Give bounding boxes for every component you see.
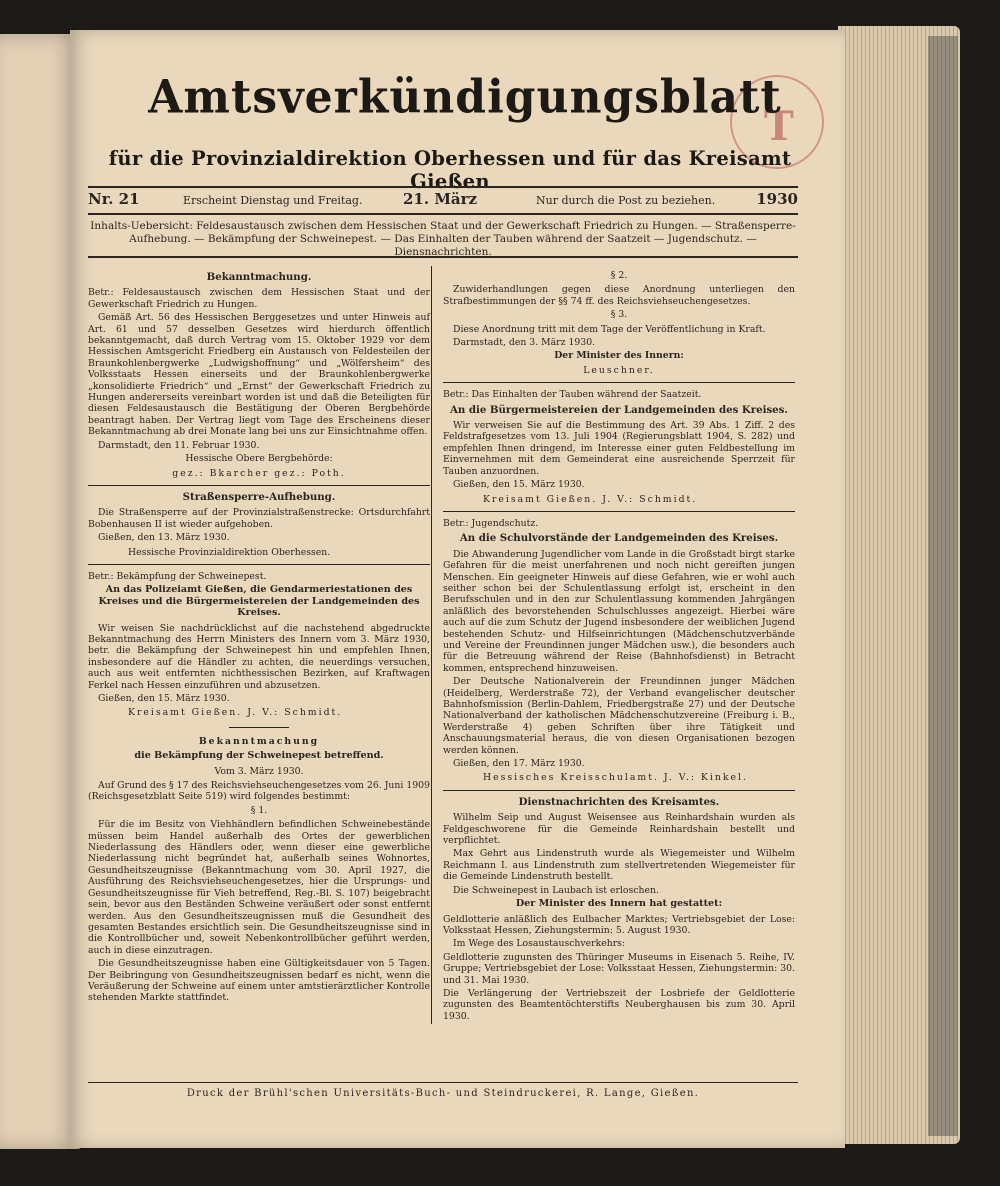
left-page-edge xyxy=(0,34,80,1149)
article-paragraph: Für die im Besitz von Viehhändlern befindlichen Schweinebestände müssen beim Handel außerhalb des Ortes der gewerblichen Niederlassung des Händlers oder, wenn dieser eine gewerbliche Niederlassung nicht begründet hat, außerhalb seines Wohnortes, Gesundheitszeugnisse (Bekanntmachung vom 30. April 1927, die Ausführung des Reichsviehseuchengesetzes, hier die Ursprungs- und Gesundheitszeugnisse für Vieh betreffend, Reg.-Bl. S. 107) beigebracht sein, bevor aus den Beständen Schweine veräußert oder sonst entfernt werden. Aus den Gesundheitszeugnissen muß die Gesundheit des gesamten Bestandes ersichtlich sein. Die Gesundheitszeugnisse sind in die Kontrollbücher und, soweit Nebenkontrollbücher geführt werden, auch in diese einzutragen. xyxy=(88,819,430,956)
article-subject: Betr.: Das Einhalten der Tauben während der Saatzeit. xyxy=(443,389,702,401)
printer-imprint: Druck der Brühl'schen Universitäts-Buch- und Steindruckerei, R. Lange, Gießen. xyxy=(186,1088,700,1099)
article-heading: An die Bürgermeistereien der Landgemeinden des Kreises. xyxy=(450,403,788,416)
article-paragraph: Geldlotterie anläßlich des Eulbacher Marktes; Vertriebsgebiet der Lose: Volksstaat Hessen, Ziehungstermin: 5. August 1930. xyxy=(443,913,795,936)
article-place-date: Darmstadt, den 11. Februar 1930. xyxy=(98,439,260,451)
article-authority: Hessische Provinzialdirektion Oberhessen. xyxy=(128,546,331,558)
article-paragraph: Max Gehrt aus Lindenstruth wurde als Wiegemeister und Wilhelm Reichmann I. aus Lindenstruth zum stellvertretenden Wiegemeister für die Gemeinde Lindenstruth bestellt. xyxy=(443,848,795,883)
masthead-subtitle: für die Provinzialdirektion Oberhessen und für das Kreisamt Gießen xyxy=(108,147,792,193)
article-place-date: Gießen, den 13. März 1930. xyxy=(98,532,230,544)
article-heading: Dienstnachrichten des Kreisamtes. xyxy=(518,795,720,808)
section-mark: § 2. xyxy=(610,270,628,281)
article-heading: Bekanntmachung xyxy=(198,735,320,747)
divider xyxy=(443,382,795,383)
article-paragraph: Im Wege des Losaustauschverkehrs: xyxy=(453,938,626,950)
article-paragraph: Zuwiderhandlungen gegen diese Anordnung unterliegen den Strafbestimmungen der §§ 74 ff. des Reichsviehseuchengesetzes. xyxy=(443,284,795,307)
article-paragraph: Die Abwanderung Jugendlicher vom Lande in die Großstadt birgt starke Gefahren für die meist unerfahrenen und noch nicht gereiften jungen Menschen. Ein geeigneter Hinweis auf diese Gefahren, wie er wohl auch seither schon bei der Schulentlassung erfolgt ist, erscheint in den Berufsschulen und in den zur Schulentlassung kommenden Jahrgängen anläßlich des bevorstehenden Schulschlusses angezeigt. Hierbei wäre auch auf die zum Schutz der Jugend insbesondere der weiblichen Jugend bestehenden Schutz- und Hilfseinrichtungen (Mädchenschutzverbände und Vereine der Freundinnen junger Mädchen usw.), die besonders auch für die Betreuung während der Reise (Bahnhofsdienst) in Betracht kommen, entsprechend hinzuweisen. xyxy=(443,548,795,674)
book-spine-shadow xyxy=(928,36,958,1136)
article-place-date: Gießen, den 15. März 1930. xyxy=(98,693,230,704)
right-column xyxy=(443,268,795,1024)
rule-toc xyxy=(88,256,798,258)
article-subject: Betr.: Feldesaustausch zwischen dem Hessischen Staat und der Gewerkschaft Friedrich zu Hungen. xyxy=(88,287,430,310)
article-paragraph: Auf Grund des § 17 des Reichsviehseuchengesetzes vom 26. Juni 1909 (Reichsgesetzblatt Seite 519) wird folgendes bestimmt: xyxy=(88,780,430,803)
table-of-contents: Inhalts-Uebersicht: Feldesaustausch zwischen dem Hessischen Staat und der Gewerkschaft Friedrich zu Hungen. — Straßensperre-Aufhebung. — Bekämpfung der Schweinepest. — Das Einhalten der Tauben während der Saatzeit — Jugendschutz. — Diensnachrichten. xyxy=(90,220,796,258)
publication-schedule: Erscheint Dienstag und Freitag. xyxy=(183,194,363,207)
newspaper-page xyxy=(70,30,845,1148)
section-mark: § 3. xyxy=(610,309,628,321)
article-signature: Kreisamt Gießen. J. V.: Schmidt. xyxy=(483,493,698,505)
article-paragraph: Wir verweisen Sie auf die Bestimmung des Art. 39 Abs. 1 Ziff. 2 des Feldstrafgesetzes vom 13. Juli 1904 (Regierungsblatt 1904, S. 282) und empfehlen Ihnen dringend, im Interesse einer guten Feldbestellung im Einvernehmen mit dem Gemeinderat eine ausreichende Sperrzeit für Tauben anzuordnen. xyxy=(443,420,795,477)
article-paragraph: Gemäß Art. 56 des Hessischen Berggesetzes und unter Hinweis auf Art. 61 und 57 desselben Gesetzes wird hierdurch öffentlich bekanntgemacht, daß durch Vertrag vom 15. Oktober 1929 vor dem Hessischen Amtsgericht Friedberg ein Austausch von Feldesteilen der Braunkohlenbergwerke „Ludwigshoffnung“ und „Wölfersheim“ des Volksstaats Hessen einerseits und der Braunkohlenbergwerke „konsolidierte Friedrich“ und „Ernst“ der Gewerkschaft Friedrich zu Hungen andererseits vereinbart worden ist und daß die Beteiligten für diesen Feldesaustausch die Bestätigung der Oberen Bergbehörde beantragt haben. Der Vertrag liegt vom Tage des Erscheinens dieser Bekanntmachung ab drei Monate lang bei uns zur Einsichtnahme offen. xyxy=(88,312,430,438)
article-subject: Betr.: Bekämpfung der Schweinepest. xyxy=(88,570,267,582)
article-paragraph: Die Schweinepest in Laubach ist erloschen. xyxy=(453,884,659,896)
article-signature: Leuschner. xyxy=(583,364,655,376)
article-paragraph: Wilhelm Seip und August Weisensee aus Reinhardshain wurden als Feldgeschworene für die Gemeinde Reinhardshain bestellt und verpflichtet. xyxy=(443,812,795,847)
rule-mid xyxy=(88,213,798,215)
divider xyxy=(88,485,430,486)
divider xyxy=(88,564,430,565)
issue-year: 1930 xyxy=(756,190,798,208)
divider-short xyxy=(229,727,289,728)
article-authority: Der Minister des Innern: xyxy=(554,350,684,362)
divider xyxy=(443,790,795,791)
article-paragraph: Die Verlängerung der Vertriebszeit der Losbriefe der Geldlotterie zugunsten des Beamtentöchterstifts Neuberghausen bis zum 30. April 1930. xyxy=(443,987,795,1022)
issue-date: 21. März xyxy=(403,190,478,208)
divider xyxy=(443,511,795,512)
section-mark: § 1. xyxy=(250,804,268,816)
article-paragraph: Geldlotterie zugunsten des Thüringer Museums in Eisenach 5. Reihe, IV. Gruppe; Vertriebsgebiet der Lose: Volksstaat Hessen, Ziehungstermin: 30. und 31. Mai 1930. xyxy=(443,951,795,986)
article-heading: An die Schulvorstände der Landgemeinden des Kreises. xyxy=(459,532,779,545)
article-date: Vom 3. März 1930. xyxy=(214,765,304,777)
article-place-date: Gießen, den 15. März 1930. xyxy=(453,479,585,491)
issue-number: Nr. 21 xyxy=(88,190,140,208)
rule-top xyxy=(88,186,798,188)
article-paragraph: Der Deutsche Nationalverein der Freundinnen junger Mädchen (Heidelberg, Werderstraße 72), der Verband evangelischer deutscher Bahnhofsmission (Berlin-Dahlem, Friedbergstraße 27) und der Deutsche Nationalverband der katholischen Mädchenschutzvereine (Freiburg i. B., Werderstraße 4) geben Schriften über ihre Tätigkeit und Anschauungsmaterial heraus, die von diesen Organisationen bezogen werden können. xyxy=(443,676,795,756)
article-place-date: Gießen, den 17. März 1930. xyxy=(453,758,585,770)
rule-footer xyxy=(88,1082,798,1083)
article-signature: Kreisamt Gießen. J. V.: Schmidt. xyxy=(128,707,343,719)
column-separator xyxy=(431,266,432,1024)
delivery-note: Nur durch die Post zu beziehen. xyxy=(536,194,716,207)
article-authority: Hessische Obere Bergbehörde: xyxy=(185,453,333,465)
article-signature: Hessisches Kreisschulamt. J. V.: Kinkel. xyxy=(483,772,748,784)
article-heading: Bekanntmachung. xyxy=(206,271,312,283)
left-column xyxy=(88,268,430,1006)
article-subject: Betr.: Jugendschutz. xyxy=(443,517,539,529)
article-paragraph: Die Gesundheitszeugnisse haben eine Gültigkeitsdauer von 5 Tagen. Der Beibringung von Gesundheitszeugnissen bedarf es nicht, wenn die Veräußerung der Schweine auf einem unter amtstierärztlicher Kontrolle stehenden Markte stattfindet. xyxy=(88,958,430,1004)
article-heading: An das Polizeiamt Gießen, die Gendarmeriestationen des Kreises und die Bürgermeistereien der Landgemeinden des Kreises. xyxy=(98,584,420,619)
article-heading: Straßensperre-Aufhebung. xyxy=(182,490,336,503)
library-stamp: T xyxy=(730,75,824,169)
article-paragraph: Diese Anordnung tritt mit dem Tage der Veröffentlichung in Kraft. xyxy=(453,323,766,335)
article-place-date: Darmstadt, den 3. März 1930. xyxy=(453,337,596,349)
article-paragraph: Wir weisen Sie nachdrücklichst auf die nachstehend abgedruckte Bekanntmachung des Herrn Ministers des Innern vom 3. März 1930, betr. die Bekämpfung der Schweinepest hin und empfehlen Ihnen, insbesondere auf die Händler zu achten, die neuerdings versuchen, auch aus weit entfernten nichthessischen Bezirken, auf Kraftwagen Ferkel nach Hessen einzuführen und abzusetzen. xyxy=(88,622,430,691)
issue-line xyxy=(88,192,798,214)
article-paragraph: Die Straßensperre auf der Provinzialstraßenstrecke: Ortsdurchfahrt Bobenhausen II ist wieder aufgehoben. xyxy=(88,507,430,530)
article-signature: gez.: Bkarcher gez.: Poth. xyxy=(172,467,346,479)
masthead-title: Amtsverkündigungsblatt xyxy=(148,70,782,125)
article-heading-sub: die Bekämpfung der Schweinepest betreffend. xyxy=(134,750,384,762)
article-heading: Der Minister des Innern hat gestattet: xyxy=(515,898,723,910)
